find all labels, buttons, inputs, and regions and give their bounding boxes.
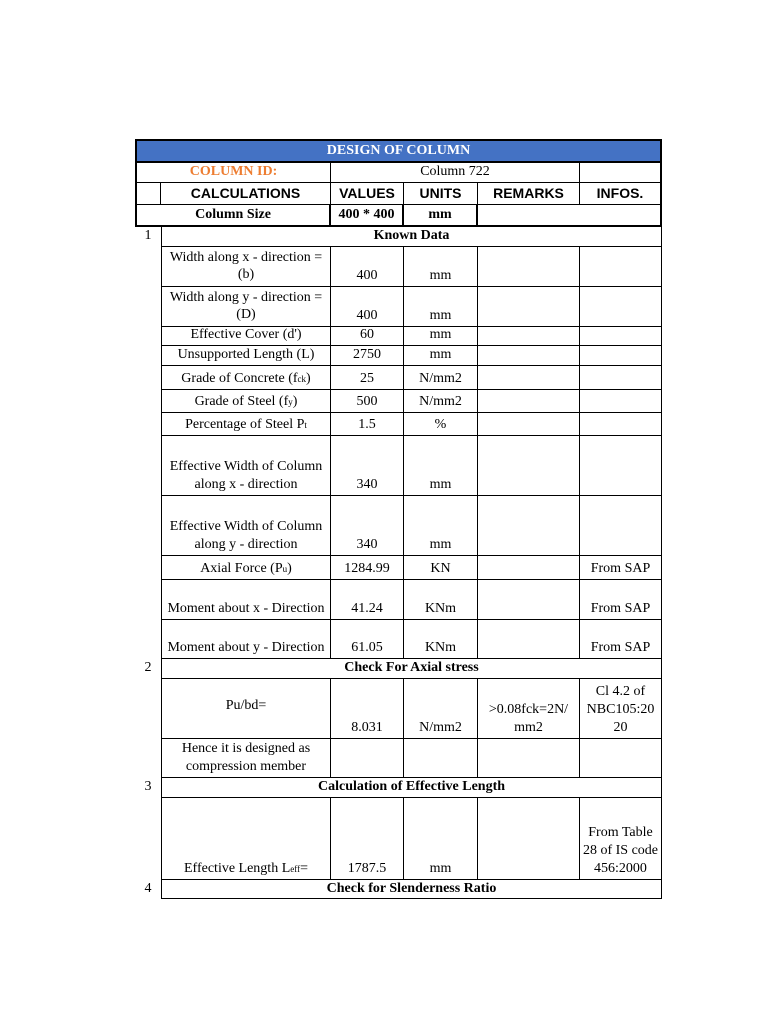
- row-number-blank: [135, 436, 161, 496]
- fck-label-close: ): [306, 371, 311, 386]
- pt-label-text: Percentage of Steel P: [185, 417, 305, 432]
- eff-width-y-unit: mm: [404, 496, 478, 556]
- section-1-number: 1: [144, 228, 152, 243]
- leff-label-close: =: [300, 861, 308, 876]
- width-x-info: [580, 247, 662, 287]
- width-y-remark: [478, 287, 580, 327]
- row-number-blank: [135, 366, 161, 390]
- pt-label: [161, 413, 331, 436]
- column-id-label-text: COLUMN ID:: [189, 164, 278, 179]
- row-number-blank: [135, 346, 161, 366]
- width-y-info: [580, 287, 662, 327]
- compression-info: [580, 739, 662, 778]
- pubd-info: Cl 4.2 of NBC105:20 20: [580, 679, 662, 739]
- cover-unit: mm: [404, 327, 478, 346]
- pu-label-text: Axial Force (P: [200, 561, 283, 576]
- fy-remark: [478, 390, 580, 413]
- pubd-value: 8.031: [331, 679, 404, 739]
- unsupported-value: 2750: [331, 346, 404, 366]
- fy-label: [161, 390, 331, 413]
- my-remark: [478, 620, 580, 659]
- eff-width-y-label: Effective Width of Column along y - direction: [161, 496, 331, 556]
- column-size-value: 400 * 400: [331, 205, 404, 227]
- width-y-value: 400: [331, 287, 404, 327]
- mx-info: From SAP: [580, 580, 662, 620]
- cover-value: 60: [331, 327, 404, 346]
- cover-info: [580, 327, 662, 346]
- fck-info: [580, 366, 662, 390]
- fy-label-sub: y: [288, 397, 293, 407]
- row-number-blank: [135, 739, 161, 778]
- column-id-label: [135, 163, 331, 183]
- leff-label-text: Effective Length L: [184, 861, 291, 876]
- table-title: DESIGN OF COLUMN: [135, 139, 662, 163]
- row-number-blank: [135, 287, 161, 327]
- pt-value: 1.5: [331, 413, 404, 436]
- fck-unit: N/mm2: [404, 366, 478, 390]
- pu-label-sub: u: [282, 564, 288, 574]
- mx-unit: KNm: [404, 580, 478, 620]
- unsupported-remark: [478, 346, 580, 366]
- unsupported-unit: mm: [404, 346, 478, 366]
- leff-unit: mm: [404, 798, 478, 880]
- column-size-unit: mm: [404, 205, 478, 227]
- width-y-label: Width along y - direction = (D): [161, 287, 331, 327]
- leff-label-sub: eff: [290, 864, 301, 874]
- fy-info: [580, 390, 662, 413]
- header-units: UNITS: [404, 183, 478, 205]
- row-number-blank: [135, 556, 161, 580]
- eff-width-y-value: 340: [331, 496, 404, 556]
- fy-label-text: Grade of Steel (f: [194, 394, 289, 409]
- column-size-label: Column Size: [135, 205, 331, 227]
- width-x-remark: [478, 247, 580, 287]
- row-number-blank: [135, 327, 161, 346]
- eff-width-x-info: [580, 436, 662, 496]
- header-blank: [135, 183, 161, 205]
- mx-value: 41.24: [331, 580, 404, 620]
- leff-remark: [478, 798, 580, 880]
- section-2-number: 2: [144, 660, 152, 675]
- column-size-blank: [478, 205, 662, 227]
- pubd-remark: >0.08fck=2N/ mm2: [478, 679, 580, 739]
- my-info: From SAP: [580, 620, 662, 659]
- fy-value: 500: [331, 390, 404, 413]
- pu-info: From SAP: [580, 556, 662, 580]
- row-number-blank: [135, 247, 161, 287]
- eff-width-x-remark: [478, 436, 580, 496]
- pu-unit: KN: [404, 556, 478, 580]
- cover-label: Effective Cover (d'): [161, 327, 331, 346]
- section-3-number: 3: [144, 779, 152, 794]
- eff-width-x-value: 340: [331, 436, 404, 496]
- pubd-unit: N/mm2: [404, 679, 478, 739]
- pt-label-sub: t: [304, 420, 307, 430]
- mx-label: Moment about x - Direction: [161, 580, 331, 620]
- my-label: Moment about y - Direction: [161, 620, 331, 659]
- fy-label-close: ): [292, 394, 298, 409]
- pt-remark: [478, 413, 580, 436]
- my-value: 61.05: [331, 620, 404, 659]
- row-number-blank: [135, 798, 161, 880]
- section-1-title: Known Data: [161, 227, 662, 247]
- cover-remark: [478, 327, 580, 346]
- row-number-blank: [135, 413, 161, 436]
- design-table: [135, 139, 662, 899]
- column-id-value: Column 722: [331, 163, 580, 183]
- compression-remark: [478, 739, 580, 778]
- column-id-info: [580, 163, 662, 183]
- header-infos: INFOS.: [580, 183, 662, 205]
- compression-unit: [404, 739, 478, 778]
- my-unit: KNm: [404, 620, 478, 659]
- row-number-blank: [135, 620, 161, 659]
- compression-value: [331, 739, 404, 778]
- section-3-title: Calculation of Effective Length: [161, 778, 662, 798]
- fck-label-text: Grade of Concrete (f: [181, 371, 298, 386]
- header-remarks: REMARKS: [478, 183, 580, 205]
- pubd-label: Pu/bd=: [161, 679, 331, 739]
- pu-remark: [478, 556, 580, 580]
- unsupported-label: Unsupported Length (L): [161, 346, 331, 366]
- compression-note: Hence it is designed as compression member: [161, 739, 331, 778]
- fck-label: [161, 366, 331, 390]
- section-4-number: 4: [144, 881, 152, 896]
- pu-label-close: ): [287, 561, 292, 576]
- pu-value: 1284.99: [331, 556, 404, 580]
- row-number-blank: [135, 496, 161, 556]
- row-number-blank: [135, 580, 161, 620]
- width-y-unit: mm: [404, 287, 478, 327]
- width-x-value: 400: [331, 247, 404, 287]
- unsupported-info: [580, 346, 662, 366]
- width-x-unit: mm: [404, 247, 478, 287]
- eff-width-y-remark: [478, 496, 580, 556]
- width-x-label: Width along x - direction = (b): [161, 247, 331, 287]
- header-values: VALUES: [331, 183, 404, 205]
- mx-remark: [478, 580, 580, 620]
- pu-label: [161, 556, 331, 580]
- row-number-blank: [135, 679, 161, 739]
- pt-unit: %: [404, 413, 478, 436]
- header-calculations: CALCULATIONS: [161, 183, 331, 205]
- row-number-blank: [135, 390, 161, 413]
- section-4-title: Check for Slenderness Ratio: [161, 880, 662, 899]
- eff-width-y-info: [580, 496, 662, 556]
- eff-width-x-label: Effective Width of Column along x - direction: [161, 436, 331, 496]
- pt-info: [580, 413, 662, 436]
- leff-value: 1787.5: [331, 798, 404, 880]
- section-2-title: Check For Axial stress: [161, 659, 662, 679]
- leff-label: [161, 798, 331, 880]
- fck-value: 25: [331, 366, 404, 390]
- leff-info: From Table 28 of IS code 456:2000: [580, 798, 662, 880]
- eff-width-x-unit: mm: [404, 436, 478, 496]
- fck-remark: [478, 366, 580, 390]
- fy-unit: N/mm2: [404, 390, 478, 413]
- fck-label-sub: ck: [297, 374, 307, 384]
